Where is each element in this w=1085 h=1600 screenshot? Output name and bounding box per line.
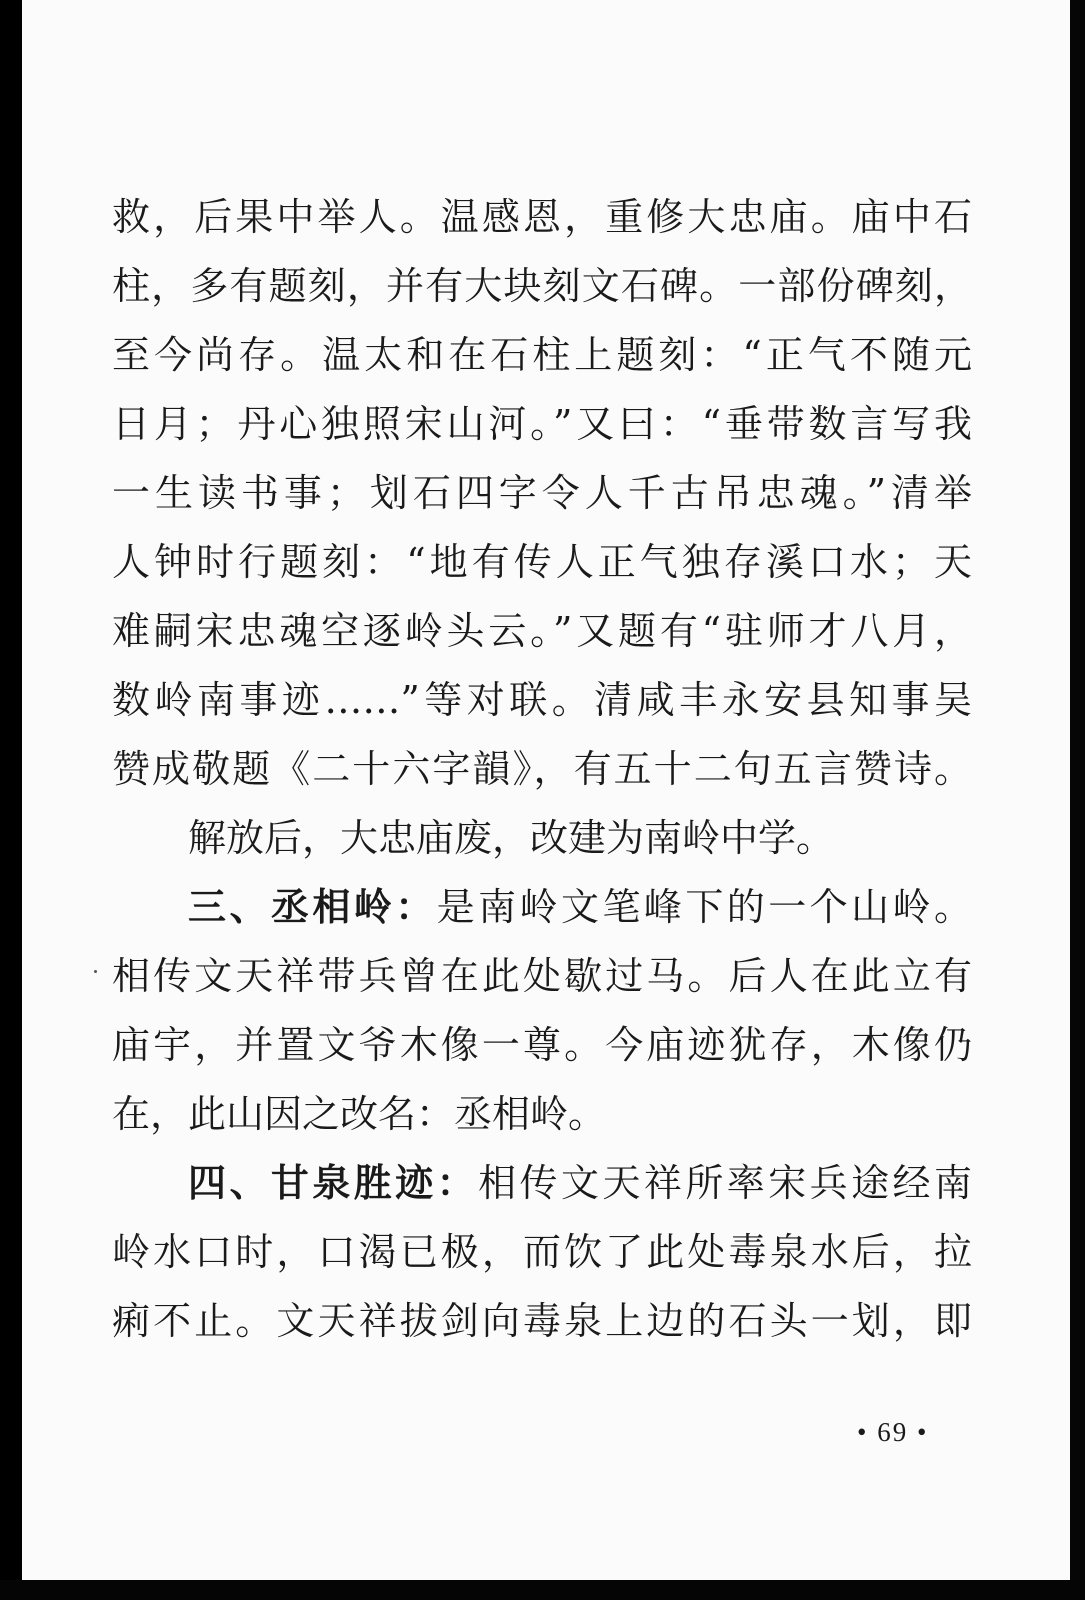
section-3-heading: 三、丞相岭：: [188, 885, 437, 929]
text-line: 柱，多有题刻，并有大块刻文石碑。一部份碑刻，: [112, 264, 972, 308]
text-line: 痢不止。文天祥拔剑向毒泉上边的石头一划，即: [112, 1299, 972, 1343]
text-line: 赞成敬题《二十六字韻》，有五十二句五言赞诗。: [112, 747, 972, 791]
text-line: 一生读书事；划石四字令人千古吊忠魂。”清举: [112, 471, 972, 515]
text-line: 日月；丹心独照宋山河。”又曰：“垂带数言写我: [112, 402, 972, 446]
paragraph-liberation: 解放后，大忠庙废，改建为南岭中学。: [188, 816, 835, 860]
book-page: [22, 0, 1070, 1580]
section-4-first-line: [112, 1149, 972, 1218]
text-line: 数岭南事迹……”等对联。清咸丰永安县知事吴: [112, 678, 972, 722]
page-number: • 69 •: [857, 1417, 929, 1447]
scan-border-bottom: [0, 1580, 1085, 1600]
section-4-text: 相传文天祥所率宋兵途经南: [478, 1161, 972, 1205]
text-line: 相传文天祥带兵曾在此处歇过马。后人在此立有: [112, 954, 972, 998]
text-line: 救，后果中举人。温感恩，重修大忠庙。庙中石: [112, 195, 972, 239]
scan-speck: [94, 970, 97, 973]
text-line: 庙宇，并置文爷木像一尊。今庙迹犹存，木像仍: [112, 1023, 972, 1067]
text-line: 至今尚存。温太和在石柱上题刻：“正气不随元: [112, 333, 972, 377]
section-3-text: 是南岭文笔峰下的一个山岭。: [436, 885, 972, 929]
section-4-heading: 四、甘泉胜迹：: [188, 1161, 479, 1205]
section-3-first-line: [112, 873, 972, 942]
text-line: 岭水口时，口渴已极，而饮了此处毒泉水后，拉: [112, 1230, 972, 1274]
text-line: 人钟时行题刻：“地有传人正气独存溪口水；天: [112, 540, 972, 584]
text-line: 在，此山因之改名：丞相岭。: [112, 1092, 607, 1136]
text-line: 难嗣宋忠魂空逐岭头云。”又题有“驻师才八月，: [112, 609, 972, 653]
body-text: [112, 183, 972, 1356]
scan-border-right: [1070, 0, 1085, 1600]
